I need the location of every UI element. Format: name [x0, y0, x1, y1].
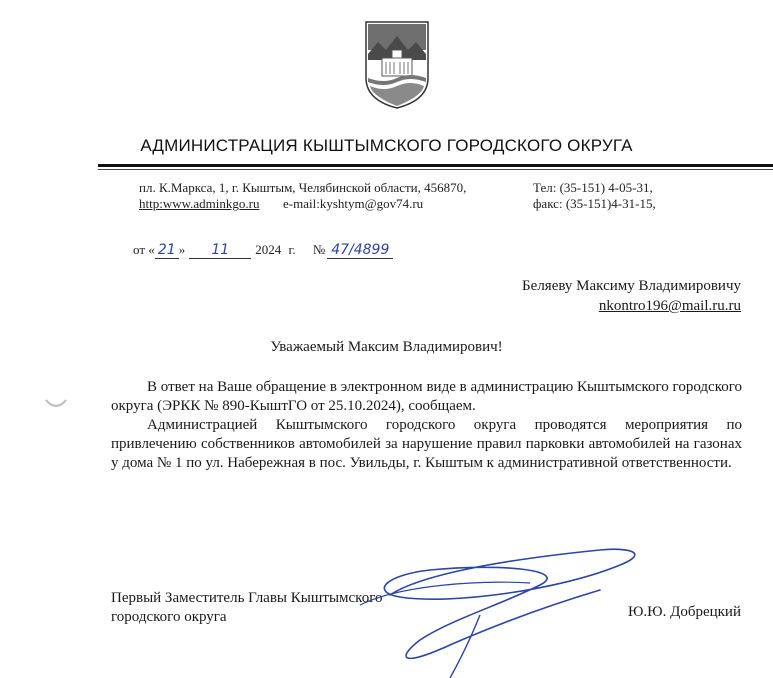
body-paragraph-2: Администрацией Кыштымского городского округа проводятся мероприятия по привлечению собственников автомобилей за нарушение правил парковки автомобилей на газонах у дома № 1 по ул. Набережная в пос. Увильды, г. Кыштым к административной ответственности.	[111, 417, 742, 471]
registration-line	[133, 242, 393, 259]
email-line: e-mail:kyshtym@gov74.ru	[283, 196, 424, 211]
number-label: №	[312, 242, 326, 257]
body-paragraph-1: В ответ на Ваше обращение в электронном виде в администрацию Кыштымского городского округа (ЭРКК № 890-КыштГО от 25.10.2024), сообщаем.	[111, 379, 742, 414]
date-year-suffix: г.	[288, 242, 296, 257]
letter-body	[111, 378, 742, 473]
date-year: 2024	[255, 242, 282, 257]
recipient-block	[522, 276, 741, 316]
fax-line: факс: (35-151)4-31-15,	[533, 196, 656, 211]
date-day: 21	[155, 243, 179, 259]
header-divider-thick	[98, 164, 773, 167]
date-prefix: от «	[133, 242, 155, 257]
header-divider-thin	[98, 169, 773, 170]
organization-title: АДМИНИСТРАЦИЯ КЫШТЫМСКОГО ГОРОДСКОГО ОКРУГА	[140, 136, 633, 155]
greeting: Уважаемый Максим Владимирович!	[270, 339, 503, 355]
recipient-email[interactable]: nkontro196@mail.ru.ru	[598, 298, 741, 314]
recipient-name: Беляеву Максиму Владимировичу	[522, 278, 741, 294]
signer-name: Ю.Ю. Добрецкий	[628, 604, 741, 620]
handwritten-signature-icon	[300, 545, 680, 678]
signer-position-line-2: городского округа	[111, 609, 227, 625]
website-link[interactable]: http:www.adminkgo.ru	[139, 196, 260, 211]
registration-number: 47/4899	[327, 243, 393, 259]
date-month: 11	[189, 243, 251, 259]
signer-position-line-1: Первый Заместитель Главы Кыштымского	[111, 590, 383, 606]
phone-line: Тел: (35-151) 4-05-31,	[533, 180, 653, 195]
margin-mark-icon	[44, 396, 68, 412]
date-mid: »	[178, 242, 186, 257]
address-line: пл. К.Маркса, 1, г. Кыштым, Челябинской области, 456870,	[139, 180, 467, 195]
coat-of-arms-icon	[364, 20, 430, 110]
